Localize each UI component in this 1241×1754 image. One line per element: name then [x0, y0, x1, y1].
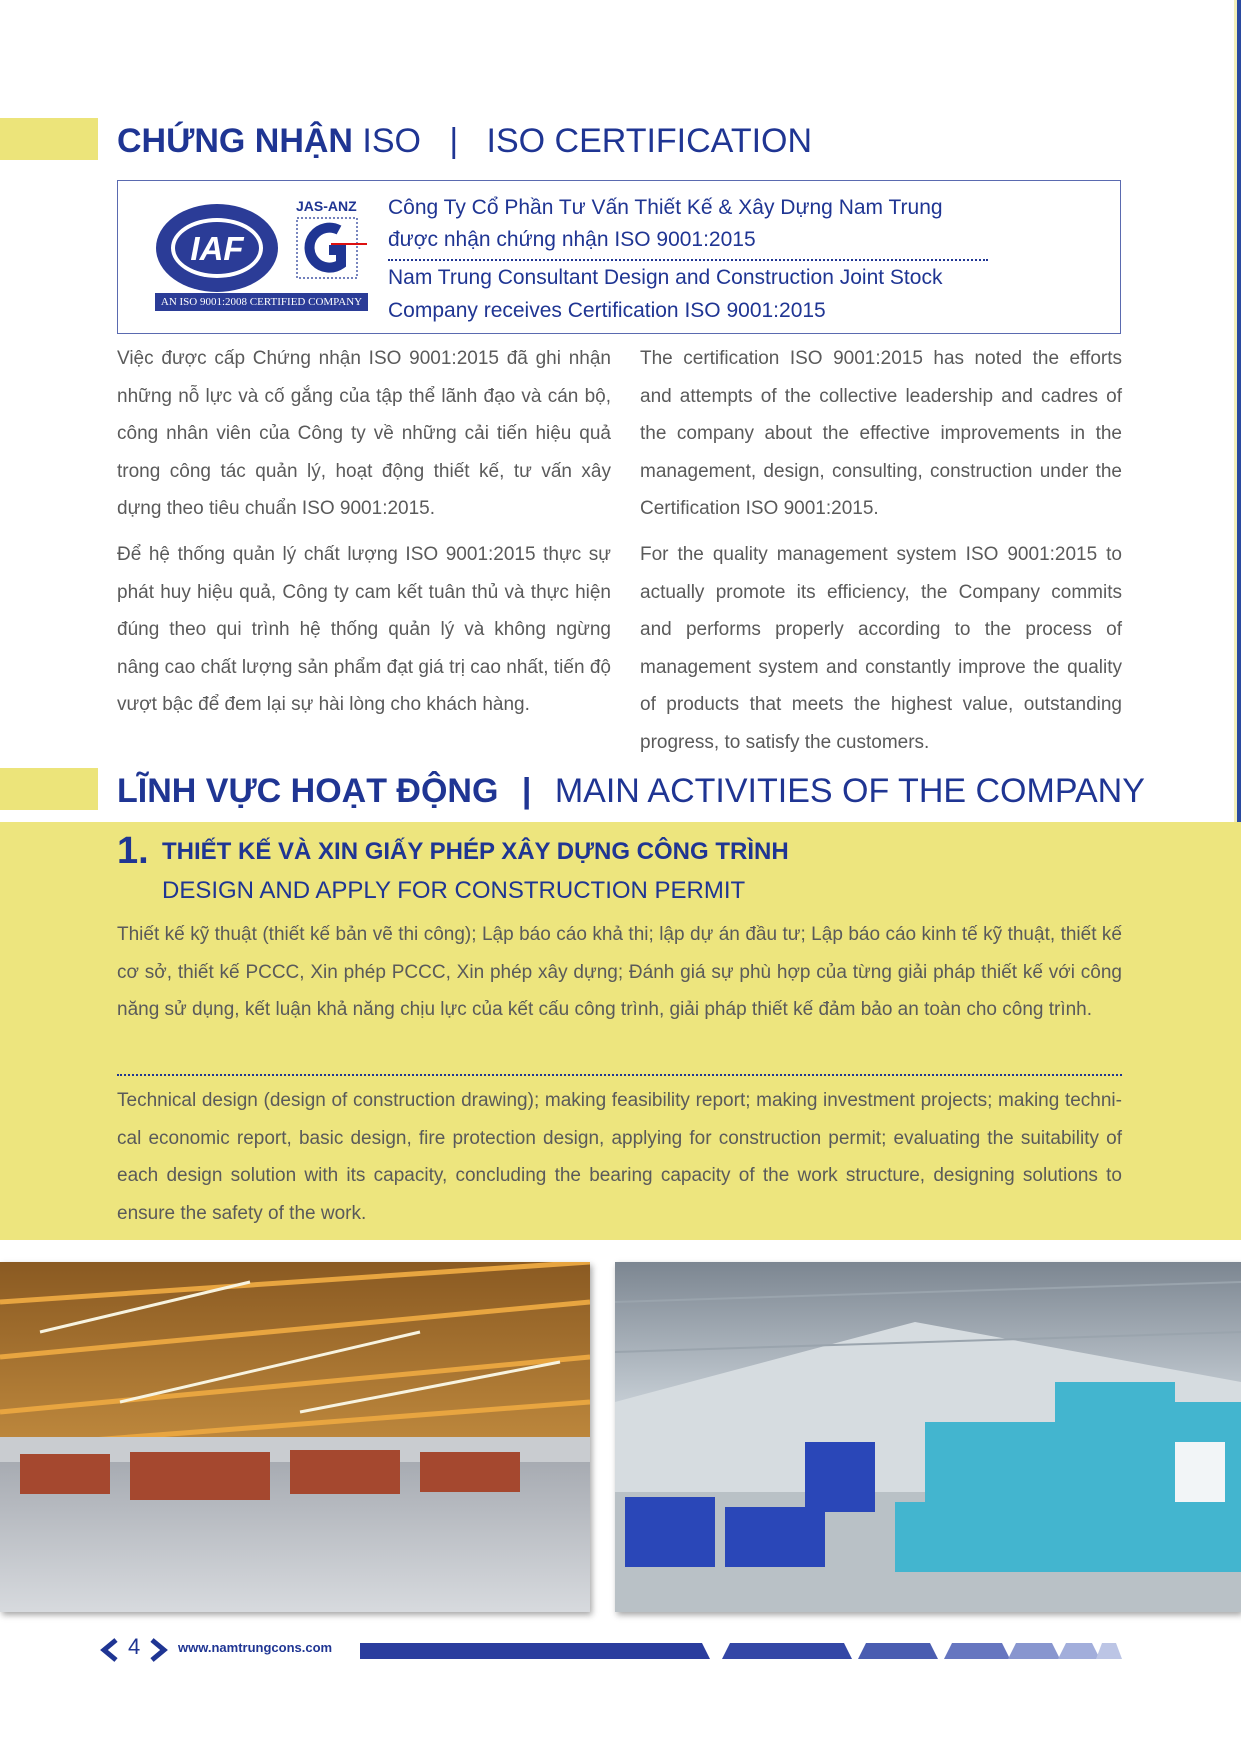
section-title-rest: MAIN ACTIVITIES OF THE COMPANY	[554, 772, 1145, 810]
jas-anz-logo	[295, 216, 367, 282]
warehouse-photo-right	[615, 1262, 1241, 1612]
page-number: 4	[128, 1634, 141, 1659]
paragraph-vi-2: Để hệ thống quản lý chất lượng ISO 9001:2015 thực sự phát huy hiệu quả, Công ty cam kết tuân thủ và thực hiện đúng theo qui trình hệ thống quản lý và không ngừng nâng cao chất lượng sản phẩm đạt giá trị cao nhất, tiến độ vượt bậc để đem lại sự hài lòng cho khách hàng.	[117, 544, 611, 715]
website-link[interactable]: www.namtrungcons.com	[178, 1640, 333, 1655]
activity-divider	[117, 1074, 1122, 1076]
iso-certified-band: AN ISO 9001:2008 CERTIFIED COMPANY	[155, 293, 368, 311]
cert-vi-line-2: được nhận chứng nhận ISO 9001:2015	[388, 228, 756, 251]
paragraph-vi-1: Việc được cấp Chứng nhận ISO 9001:2015 đã ghi nhận những nỗ lực và cố gắng của tập thể lãnh đạo và cán bộ, công nhân viên của Công ty về những cải tiến hiệu quả trong công tác quản lý, hoạt động thiết kế, tư vấn xây dựng theo tiêu chuẩn ISO 9001:2015.	[117, 348, 611, 519]
section-marker	[0, 118, 98, 160]
section-title-bold: CHỨNG NHẬN	[117, 122, 353, 160]
jas-anz-label: JAS-ANZ	[296, 198, 357, 214]
cert-vi-line-1: Công Ty Cổ Phần Tư Vấn Thiết Kế & Xây Dựng Nam Trung	[388, 196, 943, 219]
section-title-separator: |	[521, 772, 532, 810]
chevron-left-icon[interactable]	[98, 1637, 120, 1663]
paragraph-en-1: The certification ISO 9001:2015 has noted the efforts and attempts of the collective leadership and cadres of the company about the effective improvements in the management, design, consulting, construction under the Certification ISO 9001:2015.	[640, 348, 1122, 519]
factory-photo-left	[0, 1262, 590, 1612]
paragraph-en-2: For the quality management system ISO 9001:2015 to actually promote its efficiency, the Company commits and performs properly according to the process of management system and constantly improve the quality of products that meets the highest value, outstanding progress, to satisfy the customers.	[640, 544, 1122, 753]
activity-text-vi: Thiết kế kỹ thuật (thiết kế bản vẽ thi công); Lập báo cáo khả thi; lập dự án đầu tư; Lập báo cáo kinh tế kỹ thuật, thiết kế cơ sở, thiết kế PCCC, Xin phép PCCC, Xin phép xây dựng; Đánh giá sự phù hợp của từng giải pháp thiết kế với công năng sử dụng, kết luận khả năng chịu lực của kết cấu công trình, giải pháp thiết kế đảm bảo an toàn cho công trình.	[117, 924, 1122, 1020]
factory-interior-image	[0, 1262, 590, 1612]
chevron-right-icon[interactable]	[148, 1637, 170, 1663]
activity-title-vi: THIẾT KẾ VÀ XIN GIẤY PHÉP XÂY DỰNG CÔNG TRÌNH	[162, 838, 789, 865]
footer-decorative-bars	[360, 1643, 1122, 1659]
section-title-iso	[117, 122, 812, 161]
activity-text-en: Technical design (design of construction drawing); making feasibility report; making investment projects; making techni-cal economic report, basic design, fire protection design, applying for construction permit; evaluating the suitability of each design solution with its capacity, concluding the bearing capacity of the work structure, designing solutions to ensure the safety of the work.	[117, 1090, 1122, 1224]
activity-number: 1.	[117, 830, 149, 872]
cert-divider	[388, 259, 988, 261]
section-title-bold: LĨNH VỰC HOẠT ĐỘNG	[117, 772, 499, 810]
activity-title-en: DESIGN AND APPLY FOR CONSTRUCTION PERMIT	[162, 877, 746, 904]
iaf-logo-text: IAF	[190, 230, 244, 267]
iaf-logo	[154, 200, 284, 296]
cert-en-line-1: Nam Trung Consultant Design and Construction Joint Stock	[388, 266, 943, 289]
section-title-activities	[117, 772, 1145, 811]
section-marker	[0, 768, 98, 810]
cert-en-line-2: Company receives Certification ISO 9001:2015	[388, 299, 826, 322]
warehouse-drums-image	[615, 1262, 1241, 1612]
section-title-rest: ISO | ISO CERTIFICATION	[352, 122, 813, 160]
